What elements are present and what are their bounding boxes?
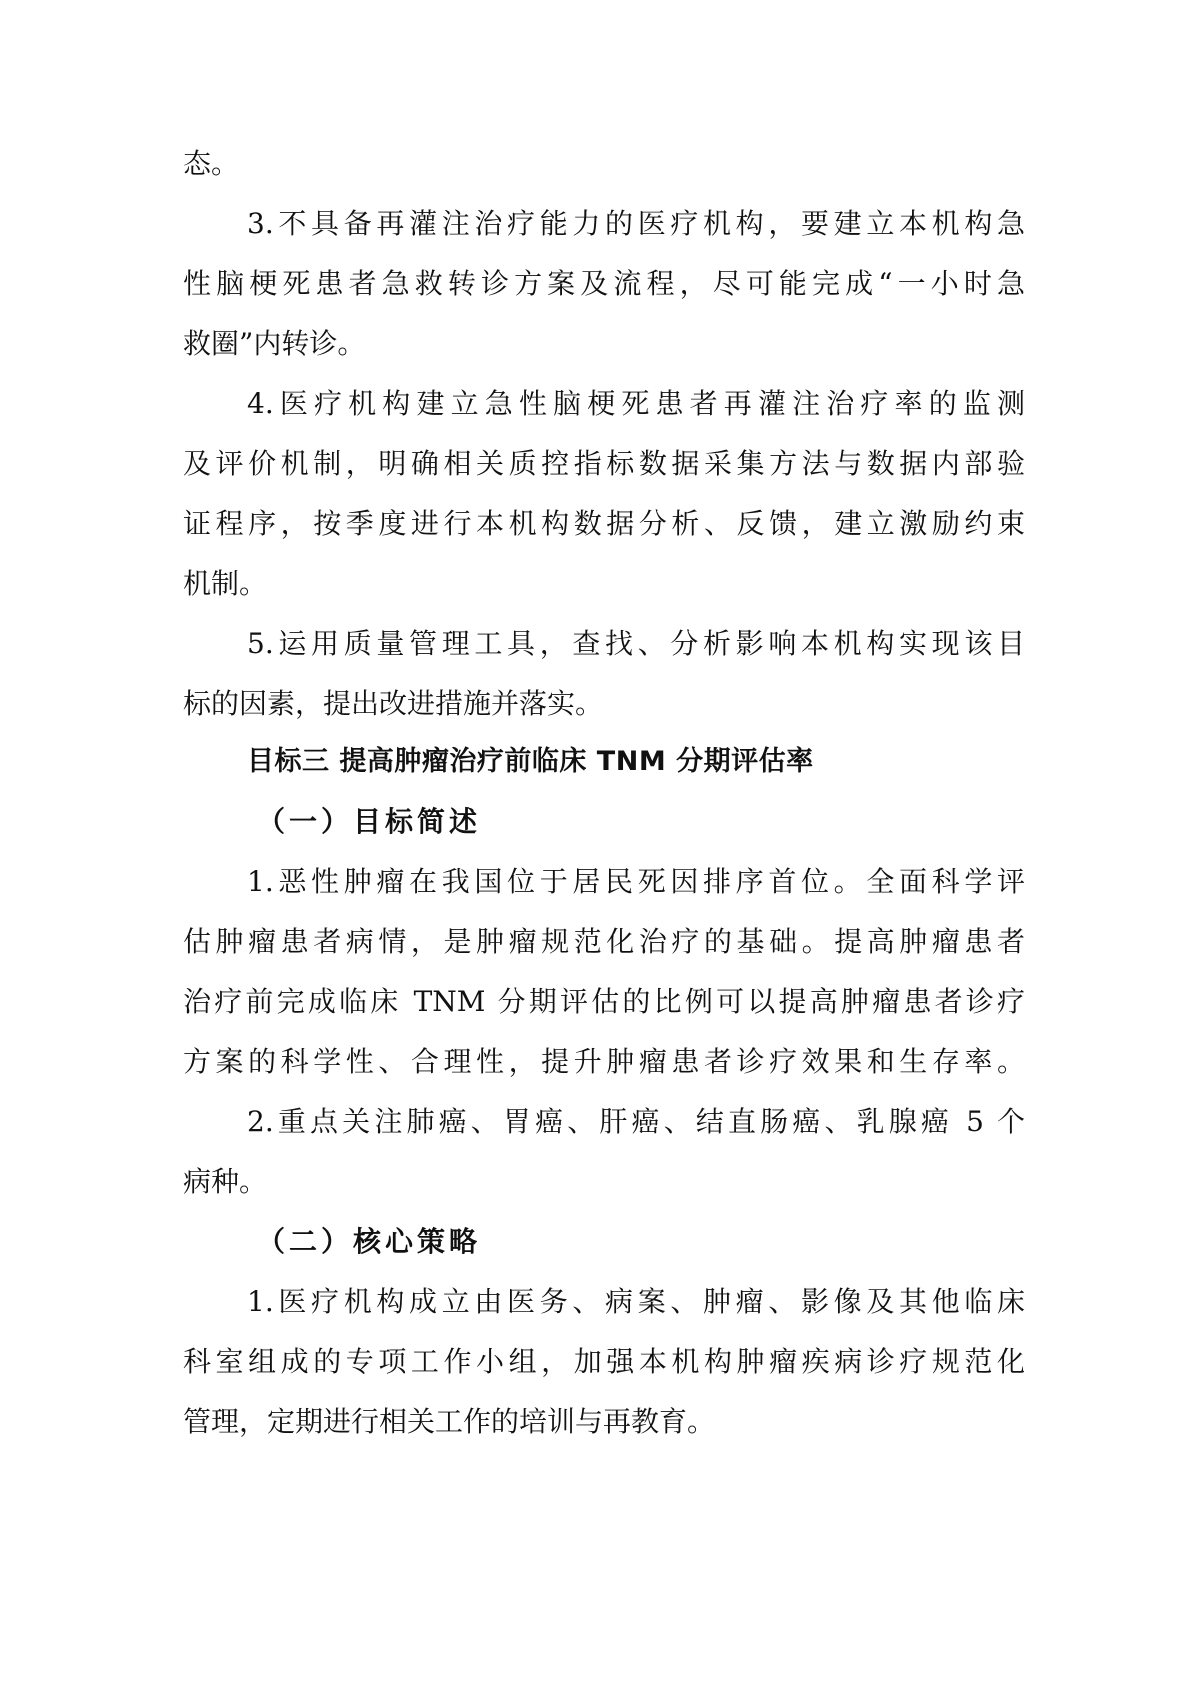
subsection-heading: （一）目标简述 — [257, 805, 482, 838]
paragraph-line: 4.医疗机构建立急性脑梗死患者再灌注治疗率的监测 — [247, 387, 1025, 420]
paragraph-line: 治疗前完成临床 TNM 分期评估的比例可以提高肿瘤患者诊疗 — [183, 985, 1025, 1018]
paragraph-line: 1.医疗机构成立由医务、病案、肿瘤、影像及其他临床 — [247, 1285, 1025, 1318]
subsection-heading: （二）核心策略 — [257, 1225, 482, 1258]
paragraph-line: 性脑梗死患者急救转诊方案及流程，尽可能完成“一小时急 — [183, 267, 1025, 300]
paragraph-line: 及评价机制，明确相关质控指标数据采集方法与数据内部验 — [183, 447, 1025, 480]
paragraph-line: 估肿瘤患者病情，是肿瘤规范化治疗的基础。提高肿瘤患者 — [183, 925, 1025, 958]
paragraph-line: 2.重点关注肺癌、胃癌、肝癌、结直肠癌、乳腺癌 5 个 — [247, 1105, 1025, 1138]
paragraph-line: 3.不具备再灌注治疗能力的医疗机构，要建立本机构急 — [247, 207, 1025, 240]
paragraph-line: 救圈”内转诊。 — [183, 327, 366, 360]
paragraph-line: 科室组成的专项工作小组，加强本机构肿瘤疾病诊疗规范化 — [183, 1345, 1025, 1378]
paragraph-line: 态。 — [183, 147, 240, 180]
paragraph-line: 方案的科学性、合理性，提升肿瘤患者诊疗效果和生存率。 — [183, 1045, 1025, 1078]
paragraph-line: 5.运用质量管理工具，查找、分析影响本机构实现该目 — [247, 627, 1025, 660]
paragraph-line: 证程序，按季度进行本机构数据分析、反馈，建立激励约束 — [183, 507, 1025, 540]
paragraph-line: 机制。 — [183, 567, 268, 600]
paragraph-line: 标的因素，提出改进措施并落实。 — [183, 687, 604, 720]
paragraph-line: 病种。 — [183, 1165, 268, 1198]
paragraph-line: 管理，定期进行相关工作的培训与再教育。 — [183, 1405, 716, 1438]
paragraph-line: 1.恶性肿瘤在我国位于居民死因排序首位。全面科学评 — [247, 865, 1025, 898]
section-heading: 目标三 提高肿瘤治疗前临床 TNM 分期评估率 — [247, 746, 814, 777]
